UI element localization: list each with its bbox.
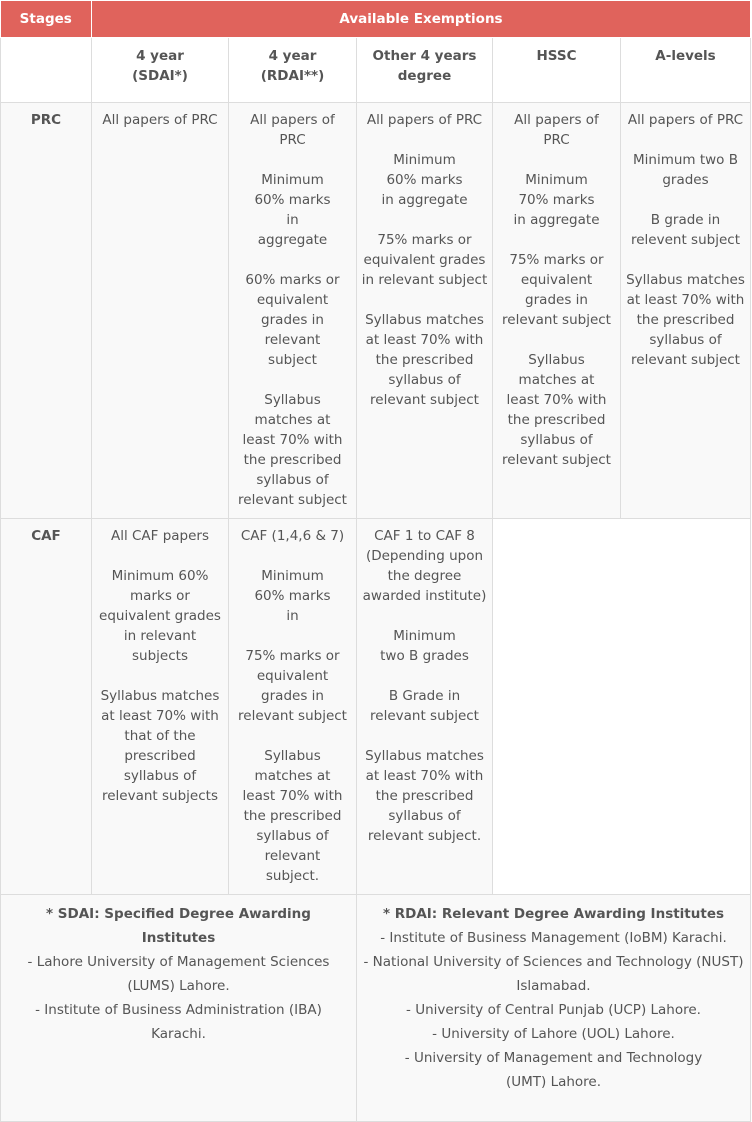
column-header-sdai: 4 year (SDAI*) <box>92 38 229 103</box>
list-item: - Institute of Business Management (IoBM) Karachi. <box>380 930 727 946</box>
column-header-row <box>1 38 751 103</box>
list-item: - Lahore University of Management Sciences (LUMS) Lahore. <box>27 954 330 994</box>
stages-header: Stages <box>1 1 92 38</box>
list-item: - University of Central Punjab (UCP) Lahore. <box>406 1002 701 1018</box>
empty-cell <box>493 519 751 895</box>
stage-label: PRC <box>1 103 92 519</box>
table-cell: CAF (1,4,6 & 7) Minimum 60% marks in 75% marks or equivalent grades in relevant subject Syllabus matches at least 70% with the prescribed syllabus of relevant subject. <box>229 519 357 895</box>
header-row <box>1 1 751 38</box>
column-header-rdai: 4 year (RDAI**) <box>229 38 357 103</box>
table-cell: All papers of PRC Minimum 70% marks in aggregate 75% marks or equivalent grades in relevant subject Syllabus matches at least 70% with the prescribed syllabus of relevant subject <box>493 103 621 519</box>
table-cell: All papers of PRC Minimum 60% marks in aggregate 60% marks or equivalent grades in relevant subject Syllabus matches at least 70% with the prescribed syllabus of relevant subject <box>229 103 357 519</box>
column-header-other-degree: Other 4 years degree <box>357 38 493 103</box>
empty-header-cell <box>1 38 92 103</box>
table-row-caf <box>1 519 751 895</box>
table-cell: All CAF papers Minimum 60% marks or equivalent grades in relevant subjects Syllabus matches at least 70% with that of the prescribed syllabus of relevant subjects <box>92 519 229 895</box>
sdai-footnote: * SDAI: Specified Degree Awarding Institutes - Lahore University of Management Sciences (LUMS) Lahore. - Institute of Business Administration (IBA) Karachi. <box>1 895 357 1122</box>
table-cell: All papers of PRC Minimum two B grades B grade in relevent subject Syllabus matches at least 70% with the prescribed syllabus of relevant subject <box>621 103 751 519</box>
table-cell: All papers of PRC Minimum 60% marks in aggregate 75% marks or equivalent grades in relevant subject Syllabus matches at least 70% with the prescribed syllabus of relevant subject <box>357 103 493 519</box>
footnotes-row <box>1 895 751 1122</box>
available-exemptions-header: Available Exemptions <box>92 1 751 38</box>
list-item: - University of Management and Technology (UMT) Lahore. <box>404 1050 703 1090</box>
table-cell: CAF 1 to CAF 8 (Depending upon the degree awarded institute) Minimum two B grades B Grade in relevant subject Syllabus matches at least 70% with the prescribed syllabus of relevant subject. <box>357 519 493 895</box>
rdai-footnote: * RDAI: Relevant Degree Awarding Institutes - Institute of Business Management (IoBM) Karachi. - National University of Sciences and Technology (NUST) Islamabad. - University of Central Punjab (UCP) Lahore. - University of Lahore (UOL) Lahore. - University of Management and Technology (UMT) Lahore. <box>357 895 751 1122</box>
table-row-prc <box>1 103 751 519</box>
stage-label: CAF <box>1 519 92 895</box>
list-item: - National University of Sciences and Technology (NUST) Islamabad. <box>363 954 744 994</box>
list-item: - University of Lahore (UOL) Lahore. <box>432 1026 675 1042</box>
table-cell: All papers of PRC <box>92 103 229 519</box>
column-header-a-levels: A-levels <box>621 38 751 103</box>
column-header-hssc: HSSC <box>493 38 621 103</box>
list-item: - Institute of Business Administration (IBA) Karachi. <box>35 1002 322 1042</box>
